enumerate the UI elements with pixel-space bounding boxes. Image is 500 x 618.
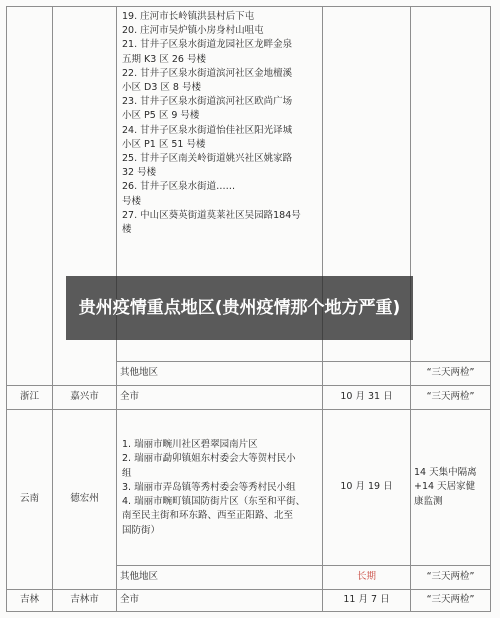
measure-line: +14 天居家健 — [414, 481, 476, 493]
city-cell: 嘉兴市 — [53, 386, 117, 410]
measure-line: 康监测 — [414, 495, 443, 507]
date-cell: 10 月 19 日 — [323, 410, 411, 566]
area-line: 1. 瑞丽市畹川社区碧翠园南片区 — [122, 439, 258, 451]
city-cell: 德宏州 — [53, 410, 117, 590]
area-line: 小区 D3 区 8 号楼 — [122, 82, 201, 94]
measure-cell: “三天两检” — [411, 362, 491, 386]
area-line: 19. 庄河市长岭镇洪县村后下屯 — [122, 11, 255, 22]
title-overlay — [66, 276, 413, 340]
area-line: 小区 P1 区 51 号楼 — [122, 138, 206, 150]
city-cell: 吉林市 — [53, 590, 117, 612]
measure-cell: “三天两检” — [411, 386, 491, 410]
area-line: 楼 — [122, 224, 132, 236]
area-list-cell — [117, 410, 323, 566]
date-cell — [323, 362, 411, 386]
measure-cell — [411, 7, 491, 362]
area-line: 小区 P5 区 9 号楼 — [122, 110, 200, 122]
area-line: 国防街） — [122, 524, 161, 536]
area-line: 23. 甘井子区泉水街道滨河社区欧尚广场 — [122, 96, 293, 108]
measure-line: 14 天集中隔离 — [414, 467, 477, 479]
measure-cell — [411, 410, 491, 566]
measure-cell: “三天两检” — [411, 566, 491, 590]
area-line: 2. 瑞丽市勐卯镇姐东村委会大等贺村民小 — [122, 453, 296, 465]
province-cell — [7, 7, 53, 386]
area-line: 号楼 — [122, 195, 142, 207]
date-cell: 长期 — [323, 566, 411, 590]
area-line: 五期 K3 区 26 号楼 — [122, 53, 206, 65]
date-cell: 10 月 31 日 — [323, 386, 411, 410]
date-cell: 11 月 7 日 — [323, 590, 411, 612]
measure-cell: “三天两检” — [411, 590, 491, 612]
province-cell: 浙江 — [7, 386, 53, 410]
area-line: 32 号楼 — [122, 167, 157, 179]
province-cell: 吉林 — [7, 590, 53, 612]
area-line: 22. 甘井子区泉水街道滨河社区金地檀溪 — [122, 67, 293, 79]
table-row — [7, 410, 491, 566]
area-line: 3. 瑞丽市弄岛镇等秀村委会等秀村民小组 — [122, 481, 296, 493]
area-line: 组 — [122, 467, 132, 479]
article-title: 贵州疫情重点地区(贵州疫情那个地方严重) — [78, 298, 401, 318]
table-row — [7, 386, 491, 410]
table-row — [7, 590, 491, 612]
area-line: 26. 甘井子区泉水街道…… — [122, 181, 236, 193]
province-cell: 云南 — [7, 410, 53, 590]
area-cell: 其他地区 — [117, 362, 323, 386]
area-line: 南至民主街和环东路、西至正阳路、北至 — [122, 510, 294, 522]
area-line: 24. 甘井子区泉水街道怡佳社区阳光译城 — [122, 124, 293, 136]
area-cell: 全市 — [117, 590, 323, 612]
area-line: 21. 甘井子区泉水街道龙园社区龙畔金泉 — [122, 39, 293, 51]
area-line: 20. 庄河市吴炉镇小房身村山咀屯 — [122, 25, 264, 37]
area-line: 25. 甘井子区南关岭街道姚兴社区姚家路 — [122, 153, 293, 165]
area-line: 27. 中山区葵英街道莫莱社区吴园路184号 — [122, 209, 301, 221]
area-cell: 全市 — [117, 386, 323, 410]
area-cell: 其他地区 — [117, 566, 323, 590]
area-line: 4. 瑞丽市畹町镇国防街片区（东至和平街、 — [122, 496, 306, 508]
